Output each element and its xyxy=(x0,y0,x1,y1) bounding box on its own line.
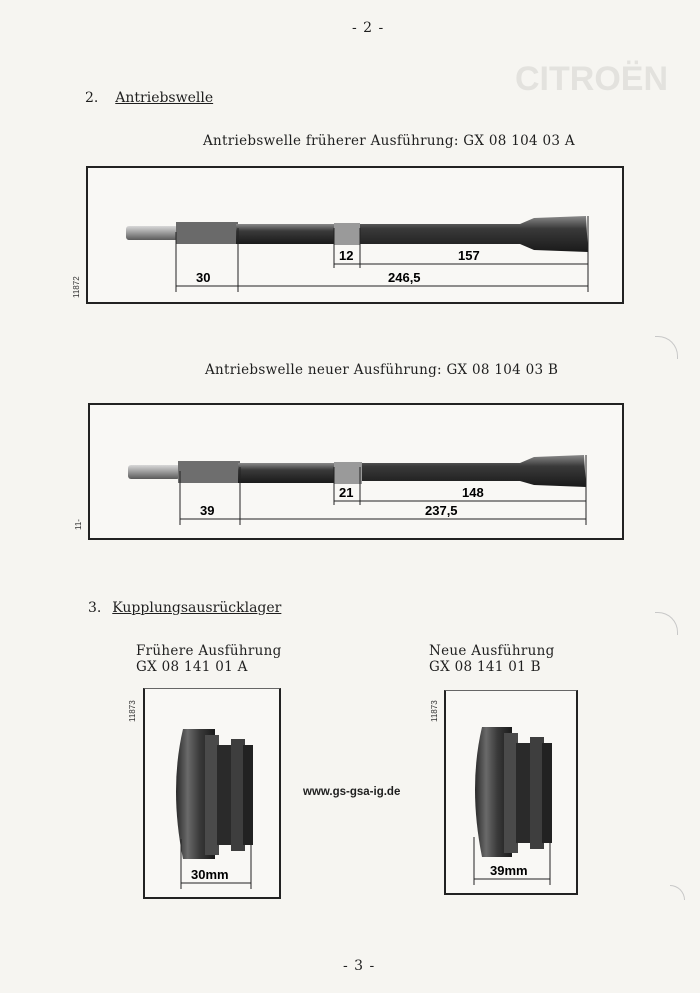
shaft-b-drawing xyxy=(90,405,622,538)
section-2-title: Antriebswelle xyxy=(115,90,214,106)
section-2-number: 2. xyxy=(85,90,99,106)
section-3-title: Kupplungsausrücklager xyxy=(112,600,282,616)
shaft-a-photo xyxy=(86,166,624,304)
shaft-a-caption: Antriebswelle früherer Ausführung: GX 08 104 03 A xyxy=(203,133,575,149)
page-number-bottom: - 3 - xyxy=(343,958,376,974)
bearing-a-drawing xyxy=(145,689,279,897)
bearing-a-caption-line2: GX 08 141 01 A xyxy=(136,659,248,675)
bearing-b-photo xyxy=(444,690,578,895)
bearing-a-dim: 30mm xyxy=(191,867,229,882)
watermark: CITROËN xyxy=(515,60,668,98)
bearing-a-side-label: 11873 xyxy=(128,700,137,722)
bearing-a-photo xyxy=(143,688,281,899)
section-2-heading xyxy=(85,90,213,106)
dim-157: 157 xyxy=(458,248,480,263)
shaft-b-caption: Antriebswelle neuer Ausführung: GX 08 104 03 B xyxy=(205,362,559,378)
page-number-top: - 2 - xyxy=(352,20,385,36)
bearing-b-side-label: 11873 xyxy=(430,700,439,722)
shaft-b-photo xyxy=(88,403,624,540)
bearing-b-caption-line1: Neue Ausführung xyxy=(429,643,555,659)
dim-12: 12 xyxy=(339,248,354,263)
punch-hole-mark xyxy=(655,612,678,635)
bearing-b-drawing xyxy=(446,691,576,893)
dim-21: 21 xyxy=(339,485,354,500)
dim-39: 39 xyxy=(200,503,215,518)
shaft-a-drawing xyxy=(88,168,622,302)
dim-246-5: 246,5 xyxy=(388,270,421,285)
website-link[interactable]: www.gs-gsa-ig.de xyxy=(303,786,401,798)
punch-hole-mark xyxy=(670,885,685,900)
bearing-b-dim: 39mm xyxy=(490,863,528,878)
punch-hole-mark xyxy=(655,336,678,359)
bearing-a-caption-line1: Frühere Ausführung xyxy=(136,643,282,659)
shaft-b-side-label: 11- xyxy=(74,519,83,530)
shaft-a-side-label: 11872 xyxy=(72,276,81,298)
dim-237-5: 237,5 xyxy=(425,503,458,518)
dim-148: 148 xyxy=(462,485,484,500)
section-3-heading xyxy=(88,600,281,616)
bearing-b-caption-line2: GX 08 141 01 B xyxy=(429,659,541,675)
dim-30: 30 xyxy=(196,270,211,285)
section-3-number: 3. xyxy=(88,600,102,616)
